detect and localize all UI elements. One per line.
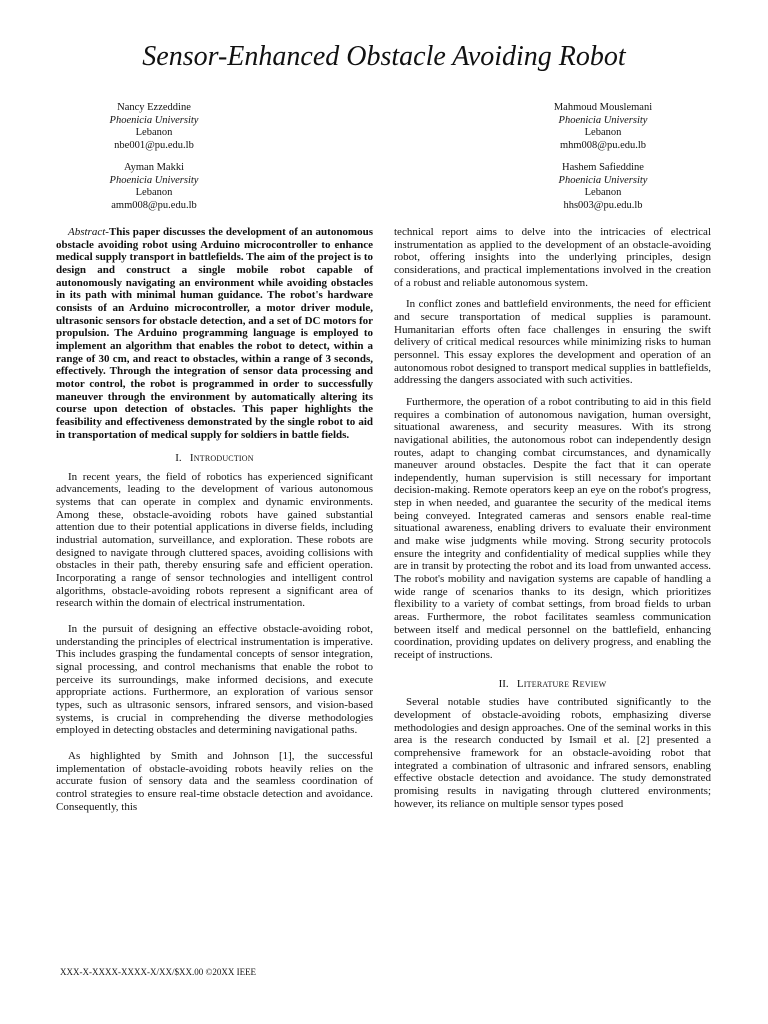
author-email: mhm008@pu.edu.lb	[559, 139, 647, 151]
abstract-lead: Abstract-	[68, 226, 109, 238]
author-country: Lebanon	[584, 127, 622, 139]
author-country: Lebanon	[135, 127, 173, 139]
abstract	[56, 226, 373, 441]
paragraph: In the pursuit of designing an effective obstacle-avoiding robot, understanding the principles of electrical instrumentation is imperative. This includes grasping the fundamental concepts of sensor integration, signal processing, and control mechanisms that enable the robot to perceive its surroundings, make informed decisions, and execute appropriate actions. Furthermore, an exploration of various sensor types, such as ultrasonic sensors, infrared sensors, and vision-based systems, is crucial in comprehending the diverse methodologies employed in detecting obstacles and determining navigational paths.	[56, 623, 373, 737]
author-email: amm008@pu.edu.lb	[111, 199, 197, 211]
author-email: nbe001@pu.edu.lb	[114, 139, 194, 151]
author-block	[493, 162, 713, 212]
author-affiliation: Phoenicia University	[109, 174, 199, 186]
section-heading-literature-review	[394, 678, 711, 691]
author-block	[44, 162, 264, 212]
author-name: Nancy Ezzeddine	[117, 102, 191, 113]
paragraph: In recent years, the field of robotics has experienced significant advancements, leading to the development of various autonomous systems that can operate in complex and dynamic environments. Among these, obstacle-avoiding robots have gained substantial attention due to their potential applications in diverse fields, including industrial automation, surveillance, and exploration. These robots are designed to navigate through cluttered spaces, avoiding collisions with obstacles in their path, thereby ensuring safe and efficient operation. Incorporating a range of sensor technologies and intelligent control algorithms, obstacle-avoiding robots represent a significant area of research within the domain of electrical instrumentation.	[56, 470, 373, 610]
abstract-text: This paper discusses the development of an autonomous obstacle avoiding robot using Arduino microcontroller to enhance medical supply transport in battlefields. The aim of the project is to design and construct a single mobile robot capable of autonomously navigating an environment while avoiding obstacles in its path with minimal human guidance. The robot's hardware consists of an Arduino microcontroller, a motor driver module, ultrasonic sensors for obstacle detection, and a set of DC motors for propulsion. The Arduino programming language is employed to implement an algorithm that enables the robot to detect, within a range of 30 cm, and react to obstacles, within a range of 3 seconds, effectively. Through the integration of sensor data processing and motor control, the robot is programmed in order to successfully maneuver through the environment by automatically altering its course upon detection of obstacles. This paper highlights the feasibility and effectiveness demonstrated by the single robot to aid in transportation of medical supply for soldiers in battle fields.	[56, 226, 373, 441]
author-affiliation: Phoenicia University	[558, 114, 648, 126]
section-number: II.	[498, 677, 509, 690]
author-name: Hashem Safieddine	[562, 162, 644, 173]
author-name: Mahmoud Mouslemani	[553, 102, 653, 113]
paragraph: As highlighted by Smith and Johnson [1], the successful implementation of obstacle-avoiding robots heavily relies on the accurate fusion of sensory data and the seamless coordination of control strategies to ensure real-time obstacle detection and avoidance. Consequently, this	[56, 749, 373, 813]
paragraph: technical report aims to delve into the intricacies of electrical instrumentation as applied to the development of an obstacle-avoiding robot, offering insights into the underlying principles, design considerations, and practical implementations involved in the creation of a robust and reliable autonomous system.	[394, 226, 711, 289]
paragraph: Furthermore, the operation of a robot contributing to aid in this field requires a combination of autonomous navigation, human oversight, situational awareness, and security measures. With its strong navigational abilities, the autonomous robot can independently design routes, adapt to changing combat circumstances, and dynamically maneuver around obstacles. Despite the fact that it can operate independently, human supervision is still necessary for important decision-making. Remote operators keep an eye on the robot's progress, step in when needed, and guarantee the security of the medical items being conveyed. Integrated cameras and sensors enable real-time situational awareness, enabling drivers to evaluate their environment and make wise judgments while moving. Strong security protocols ensure the integrity and confidentiality of medical supplies while they are in transit by protecting the robot and its load from unwanted access. The robot's mobility and navigation systems are capable of handling a wide range of scenarios thanks to its design, which prioritizes flexibility to a variety of combat settings, from broad fields to urban areas. Furthermore, the robot facilitates seamless communication between itself and medical personnel on the battlefield, enhancing coordination, providing updates on delivery progress, and enabling the receipt of instructions.	[394, 395, 711, 661]
author-block	[493, 102, 713, 152]
author-name: Ayman Makki	[124, 162, 184, 173]
author-email: hhs003@pu.edu.lb	[563, 199, 643, 211]
right-column	[394, 226, 711, 810]
paragraph: In conflict zones and battlefield environments, the need for efficient and secure transportation of medical supplies is paramount. Humanitarian efforts often face challenges in ensuring the swift delivery of critical medical resources while minimizing risks to human personnel. This essay explores the development and operation of an autonomous robot designed to transport medical supplies in battlefields, addressing the dangers associated with such activities.	[394, 298, 711, 387]
section-heading-introduction	[56, 452, 373, 465]
paragraph: Several notable studies have contributed significantly to the development of obstacle-avoiding robots, emphasizing diverse methodologies and design approaches. One of the seminal works in this area is the research conducted by Ismail et al. [2] presented a comprehensive framework for an obstacle-avoiding robot that integrated a combination of ultrasonic and infrared sensors, enabling effective obstacle detection and avoidance. The study demonstrated promising results in navigating through cluttered environments; however, its reliance on multiple sensor types posed	[394, 696, 711, 810]
author-affiliation: Phoenicia University	[109, 114, 199, 126]
paper-title: Sensor-Enhanced Obstacle Avoiding Robot	[142, 41, 626, 72]
section-title: Literature Review	[516, 677, 607, 690]
section-title: Introduction	[189, 452, 254, 465]
copyright-footer: XXX-X-XXXX-XXXX-X/XX/$XX.00 ©20XX IEEE	[60, 967, 257, 977]
left-column	[56, 226, 373, 813]
author-country: Lebanon	[135, 187, 173, 199]
author-block	[44, 102, 264, 152]
section-number: I.	[175, 452, 182, 465]
author-country: Lebanon	[584, 187, 622, 199]
author-affiliation: Phoenicia University	[558, 174, 648, 186]
